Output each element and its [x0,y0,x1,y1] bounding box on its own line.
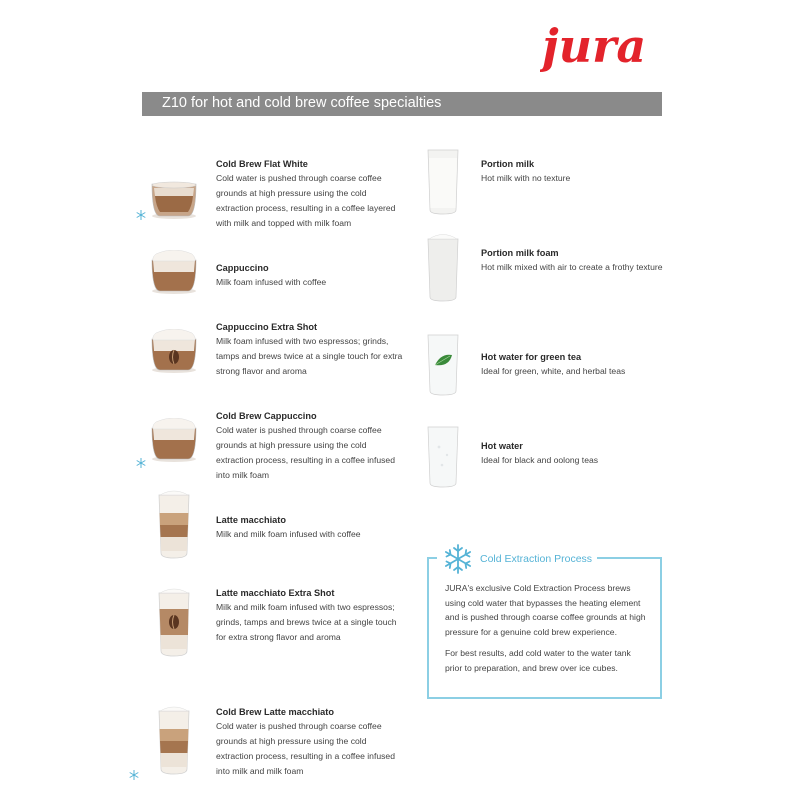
drink-description: Milk and milk foam infused with coffee [216,529,361,539]
snowflake-icon [442,543,474,575]
snowflake-icon [129,770,139,780]
cappuccino-extra-shot-cup-icon [148,329,200,373]
drink-title: Portion milk foam [481,248,559,258]
latte-macchiato-extra-shot-glass-icon [155,587,193,659]
flat-white-cup-icon [148,176,200,220]
title-banner [142,92,662,116]
drink-title: Latte macchiato Extra Shot [216,588,335,598]
drink-title: Cold Brew Cappuccino [216,411,317,421]
jura-logo [540,20,665,78]
drink-title: Portion milk [481,159,535,169]
latte-macchiato-glass-icon [155,489,193,561]
drink-title: Cappuccino [216,263,269,273]
cold-extraction-header [437,546,597,572]
jura-logo-text: jura [542,20,647,73]
drink-description: Hot milk mixed with air to create a frothy texture [481,262,663,272]
drink-description: Cold water is pushed through coarse coffee grounds at high pressure using the cold extraction process, resulting in a coffee infused into milk foam [216,425,395,480]
cold-brew-latte-macchiato-glass-icon [155,705,193,777]
drink-description: Cold water is pushed through coarse coffee grounds at high pressure using the cold extraction process, resulting in a coffee layered with milk and topped with milk foam [216,173,396,228]
banner-title: Z10 for hot and cold brew coffee specialties [162,95,442,111]
drink-title: Cold Brew Latte macchiato [216,707,334,717]
cold-extraction-title: Cold Extraction Process [480,553,593,565]
cold-brew-cappuccino-cup-icon [148,418,200,462]
drink-description: Milk and milk foam infused with two espressos; grinds, tamps and brews twice at a single touch for extra strong flavor and aroma [216,602,397,642]
drink-title: Hot water for green tea [481,352,582,362]
cappuccino-cup-icon [148,250,200,294]
cold-extraction-paragraph: For best results, add cold water to the water tank prior to preparation, and brew over ice cubes. [445,648,631,673]
milk-foam-glass-icon [425,233,461,303]
green-tea-glass-icon [425,333,461,397]
snowflake-icon [136,210,146,220]
drink-description: Cold water is pushed through coarse coffee grounds at high pressure using the cold extraction process, resulting in a coffee infused into milk and milk foam [216,721,395,776]
drink-title: Cold Brew Flat White [216,159,308,169]
drink-title: Hot water [481,441,523,451]
drink-description: Milk foam infused with two espressos; grinds, tamps and brews twice at a single touch for extra strong flavor and aroma [216,336,403,376]
cold-extraction-box [427,553,662,699]
hot-water-glass-icon [425,425,461,489]
drink-description: Milk foam infused with coffee [216,277,327,287]
cold-extraction-body [445,581,650,675]
drink-title: Cappuccino Extra Shot [216,322,318,332]
drink-description: Ideal for black and oolong teas [481,455,599,465]
cold-extraction-paragraph: JURA's exclusive Cold Extraction Process brews using cold water that bypasses the heating element and is pushed through coarse coffee grounds at high pressure for a genuine cold brew experience. [445,583,646,637]
drink-description: Hot milk with no texture [481,173,571,183]
drink-description: Ideal for green, white, and herbal teas [481,366,626,376]
milk-glass-icon [425,148,461,216]
drink-title: Latte macchiato [216,515,286,525]
snowflake-icon [136,458,146,468]
